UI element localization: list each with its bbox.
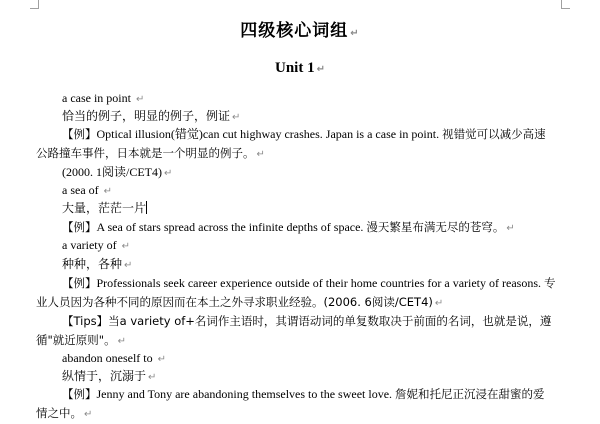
document-title: 四级核心词组 ↵ [240,21,360,41]
phrase-abandon-oneself-to: abandon oneself to ↵ [62,351,167,365]
meaning-a-variety-of: 种种，各种 ↵ [62,257,133,271]
example-abandon-oneself-to: 【例】Jenny and Tony are abandoning themselves to the sweet love. 詹妮和托尼正沉浸在甜蜜的爱情之中。 ↵ [36,387,545,420]
text-cursor [146,201,147,214]
meaning-abandon-oneself-to: 纵情于，沉溺于 ↵ [62,369,157,383]
page-corner-mark-left [30,0,39,9]
example-a-sea-of: 【例】A sea of stars spread across the infinite depths of space. 漫天繁星布满无尽的苍穹。 ↵ [62,220,515,234]
page-corner-mark-right [561,0,570,9]
example-a-case-in-point: 【例】Optical illusion(错觉)can cut highway crashes. Japan is a case in point. 视错觉可以减少高速公路撞车事件，日本就是一个明显的例子。 ↵ [36,127,546,160]
meaning-a-sea-of: 大量，茫茫一片 [62,201,147,215]
unit-heading: Unit 1 ↵ [275,60,325,76]
phrase-a-variety-of: a variety of ↵ [62,238,131,252]
source-a-case-in-point: (2000. 1阅读/CET4) ↵ [62,165,173,179]
meaning-a-case-in-point: 恰当的例子，明显的例子，例证 ↵ [62,109,241,123]
phrase-a-sea-of: a sea of ↵ [62,183,113,197]
phrase-a-case-in-point: a case in point ↵ [62,91,145,105]
tips-a-variety-of: 【Tips】当a variety of+名词作主语时，其谓语动词的单复数取决于前面的名词，也就是说，遵循"就近原则"。 ↵ [36,314,552,347]
example-a-variety-of: 【例】Professionals seek career experience outside of their home countries for a variety of reasons. 专业人员因为各种不同的原因而在本土之外寻求职业经验。(2006. 6阅读/CET4) ↵ [36,276,556,309]
